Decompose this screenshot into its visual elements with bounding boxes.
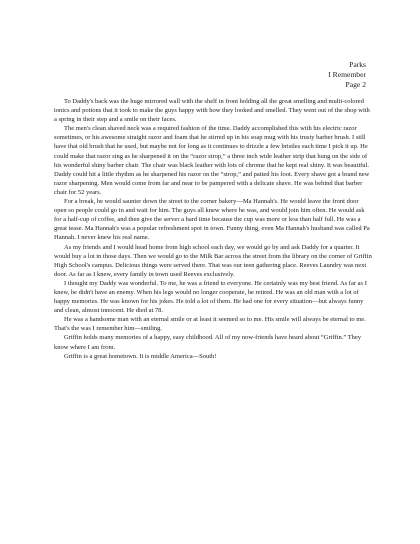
header-page-number: Page 2 [345, 80, 366, 89]
paragraph: For a break, he would saunter down the street to the corner bakery—Ma Hannah's. He would leave the front door open so people could go in and wait for him. The guys all knew where he was, and would join him often. He would ask for a half-cup of coffee, and then give the server a hard time because the cup was more or less than half full. He was a great tease. Ma Hannah's was a popular refreshment spot in town. Funny thing, even Ma Hannah's husband was called Pa Hannah. I never knew his real name. [54, 198, 370, 242]
paragraph: Griffin is a great hometown. It is middle America—South! [64, 352, 217, 360]
paragraph: To Daddy's back was the huge mirrored wall with the shelf in front holding all the great smelling and multi-colored tonics and potions that it took to make the guys happy with how they looked and smelled. They went out of the shop with a spring in their step and a smile on their faces. [54, 98, 370, 124]
paragraph: I thought my Daddy was wonderful. To me, he was a friend to everyone. He certainly was my best friend. As far as I knew, he didn't have an enemy. When his legs would no longer cooperate, he retired. He was an old man with a lot of happy memories. He was known for his jokes. He told a lot of them. He had one for every situation—but always funny and clean, almost innocent. He died at 78. [54, 279, 367, 315]
header-title: I Remember [328, 70, 366, 79]
header-author: Parks [349, 60, 366, 69]
page-header [328, 60, 366, 90]
paragraph: As my friends and I would head home from high school each day, we would go by and ask Daddy for a quarter. It would buy a lot in those days. Then we would go to the Milk Bar across the street from the library on the corner of Griffin High School's campus. Delicious things were served there. That was our teen gathering place. Reeves Laundry was next door. As far as I knew, every family in town used Reeves exclusively. [54, 243, 372, 278]
paragraph: Griffin holds many memories of a happy, easy childhood. All of my now-friends have heard about “Griffin.” They know where I am from. [54, 334, 362, 351]
document-body [54, 97, 372, 361]
paragraph: The men's clean shaved neck was a required fashion of the time. Daddy accomplished this with his electric razor sometimes, or his awesome straight razor and foam that he stirred up in his soap mug with his trusty barber brush. I still have that old brush that he used, but maybe not for long as it continues to drizzle a few bristles each time I pick it up. He could make that razor sing as he sharpened it on the “razor strop,” a three inch wide leather strip that hung on the side of his wonderful shiny barber chair. The chair was black leather with lots of chrome that he kept real shiny. It was beautiful. Daddy could hit a little rhythm as he sharpened his razor on the “strop,” and patted his foot. Every shave got a brand new razor sharpening. Men would come from far and near to be pampered with a delicate shave. He was behind that barber chair for 52 years. [54, 125, 370, 196]
paragraph: He was a handsome man with an eternal smile or at least it seemed so to me. His smile will always be eternal to me. That's the was I remember him—smiling. [54, 316, 366, 333]
